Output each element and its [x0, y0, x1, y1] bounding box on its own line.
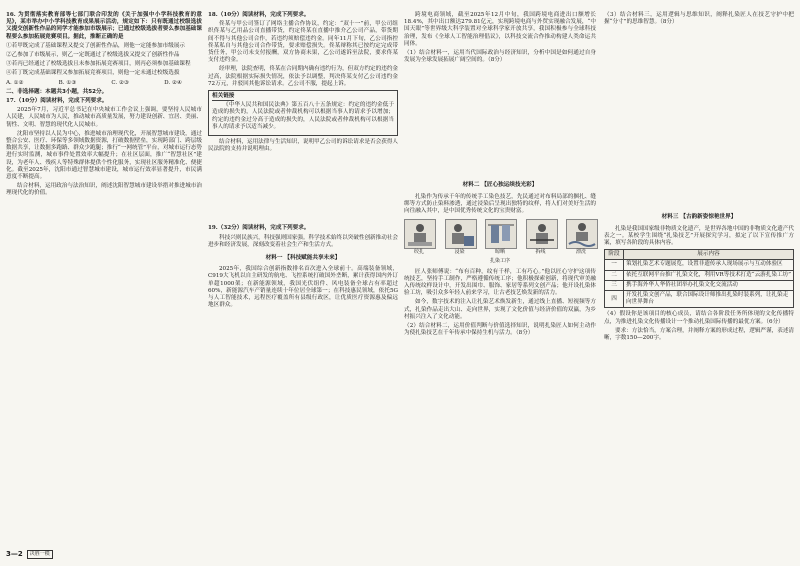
column-2: [208, 12, 398, 311]
material-2-para-1: 扎染作为传承千年的传统手工染色技艺，先民通过对布料局部的捆扎、缝绑等方式防止染料渗透，通过浸染后呈现出独特的纹样，将人们对美好生活的向往融入其中，是中国优秀传统文化的宝贵财富。: [404, 193, 596, 215]
artisan-icon: [404, 219, 436, 249]
material-1-para-1: 2025年，我国综合创新指数排名首次进入全球前十。高端装备领域，C919大飞机以自主研发的航电、飞控系统打破国外垄断，累计获得国内外订单超1000架；在新能源领域，我国光伏组件、风电装备全球占有率超过60%，新能源汽车产销量连续十年位居全球第一；在科技惠民领域，依托5G与人工智能技术，远程医疗覆盖所有县级行政区，让优质医疗资源惠及偏远地区群众。: [208, 266, 398, 309]
tie-dye-step: 绞扎: [404, 219, 434, 256]
column-3: [404, 12, 596, 339]
tie-dye-step: 拆线: [526, 219, 556, 256]
table-header-content: 展示内容: [624, 250, 794, 260]
q16-item-4: ④若丁既完成基础课程又参加拓展竞赛项目，则他一定未通过校级选拔: [6, 70, 180, 77]
artisan-icon: [485, 219, 517, 249]
page-footer: [6, 550, 53, 559]
tie-dye-figure: [404, 219, 596, 256]
q19-sub-4: （4）假设你是该项目的核心成员，请结合各阶段任务所体现的文化传播特点，为推进扎染文化传播设计一个推动扎染国际传播的最优方案。（6分）: [604, 311, 794, 325]
tie-dye-step: 浸染: [445, 219, 475, 256]
column-1: [6, 12, 202, 200]
q16-options: [6, 80, 202, 87]
table-row: 三 携手海外华人华侨社团举办扎染文化交流活动: [605, 280, 794, 290]
q19-sub-4-requirement: 要求：方法恰当，方案合理，并阐释方案的形成过程，逻辑严谨，表述清晰，字数150—200字。: [604, 327, 795, 342]
q19-sub-3: （3）结合材料三，运用逻辑与思维知识，阐释扎染匠人在技艺守护中把握“分寸”的思维智慧。（8分）: [604, 12, 794, 26]
option-d[interactable]: D. ②④: [164, 79, 182, 86]
q18-head: 18.（10分）阅读材料，完成下列要求。: [208, 12, 310, 18]
figure-caption: 扎染工序: [489, 258, 510, 265]
q16-item-3: ③若丙已经通过了校级选拔且未参加拓展竞赛项目，则丙必须参加基础课程: [6, 61, 191, 68]
q17-para-2: 沈阳市坚持以人民为中心，推进城市治理现代化，开展智慧城市建设，通过整合公安、医疗、环保等多领域数据资源，打破数据壁垒，实现跨部门、跨层级数据共享，让数据多跑路、群众少跑腿；推行“一网统管”平台，对城市运行态势进行实时监测，城市事件处置效率大幅提升；在社区层面，推广“智慧社区”建设，为老年人、残疾人等特殊群体提供个性化服务，实现社区服务精准化、便捷化。截至2025年，沈阳市通过智慧城市建设，城市运行效率显著提升，市民满意度不断提高。: [6, 130, 202, 181]
q16-stem: 16. 为贯彻落实教育部等七部门联合印发的《关于加强中小学科技教育的意见》，某市举办中小学科技教育成果展示活动，规定如下：只有既通过校级选拔又提交创新性作品的同学才能参加市级展示；已通过校级选拔者要么参加基础课程要么参加拓展竞赛项目。据此，推断正确的是: [6, 12, 202, 40]
table-header-row: [605, 250, 794, 260]
q18-para-1: 佟某与甲公司签订了网络主播合作协议，约定：“双十一”前，甲公司组织佟某与乙用品公司直播带货，约定佟某在直播中推介乙公司产品，带货期间不得与其他公司合作，若违约须赔偿违约金。同年11月下旬，乙公司指控佟某私自与其他公司合作带货，要求赔偿损失。佟某辩称其已按约定完成带货任务，甲公司未支付报酬，双方协商未果，乙公司遂诉至法院，要求佟某支付违约金。: [208, 21, 398, 64]
material-2-para-2: 匠人张师傅说：“布有百种，纹有千样，工有巧心。”他以匠心守护这项传统技艺，坚持手工制作，严格遵循传统工序；他积极探索创新，将现代审美融入传统纹样设计中，开发出围巾、服饰、家居等系列文创产品；他开设扎染体验工坊，吸引众多年轻人前来学习，让古老技艺焕发新的活力。: [404, 268, 596, 297]
q19-sub-2: （2）结合材料二，运用价值判断与价值选择知识，说明扎染匠人如何主动作为使扎染技艺在千年传承中保持生机与活力。（8分）: [404, 323, 596, 337]
related-link-title: 相关链接: [212, 93, 234, 101]
stage-table: [604, 249, 794, 308]
page-number: 3—2: [6, 550, 23, 558]
material-1-title: 材料一 【科技赋能共享未来】: [265, 255, 341, 262]
q17-head: 17.（10分）阅读材料，完成下列要求。: [6, 98, 108, 105]
artisan-icon: [526, 219, 558, 249]
material-2-title: 材料二 【匠心独运续技光彩】: [462, 182, 538, 189]
q17-para-3: 结合材料，运用政治与法治知识，阐述沈阳智慧城市建设举措对推进城市治理现代化的价值。: [6, 183, 202, 197]
material-3-para: 扎染是我国国家级非物质文化遗产，是世界各地中国的非物质文化遗产代表之一。某校学生围绕“扎染技艺”开展探究学习，拟定了以下宣传推广方案，填写各阶段的具体内容。: [604, 225, 795, 247]
q18-para-2: 经审理，法院查明，佟某在合同期内确有违约行为，但双方约定的违约金过高，法院根据实际损失情况，依法予以调整，判决佟某支付乙公司违约金72万元，并驳回其他诉讼请求。乙公司不服，提起上诉。: [208, 66, 399, 87]
option-b[interactable]: B. ①③: [58, 79, 77, 86]
q19-intro: 科技兴则民族兴，科技强则国家强。科学技术始终以突破性创新推动社会进步和经济发展，深刻改变着社会生产和生活方式。: [208, 234, 399, 248]
table-row: 四 开发扎染文创产品，联合国际设计师推出扎染时装系列，让扎染走向世界舞台: [605, 291, 794, 308]
material-1-para-2: 跨境电商领域，截至2025年12月中旬，我国跨境电商进出口额增长18.4%，其中出口额达279.81亿元，实现跨境电商与外贸实现融合发展，“中国天眼”等世界级大科学装置对全球科学家开放共享，我国积极参与全球科技治理，发布《全球人工智能治理倡议》，以科技交流合作推动构建人类命运共同体。: [404, 12, 596, 47]
artisan-icon: [566, 219, 598, 249]
tie-dye-step: 晾晒: [485, 219, 515, 256]
material-3-title: 材料三 【古韵新姿惊艳世界】: [661, 214, 737, 221]
material-2-para-3: 如今，数字技术的注入让扎染艺术焕发新生，通过线上直播、短视频等方式，扎染作品走出大山、走向世界，实现了文化价值与经济价值的双赢，为乡村振兴注入了文化动能。: [404, 299, 596, 320]
option-c[interactable]: C. ②③: [111, 79, 130, 86]
q16-item-2: ②乙参加了市级展示，则乙一定既通过了校级选拔又提交了创新性作品: [6, 52, 180, 59]
section-2-heading: 二、非选择题：本题共3小题，共52分。: [6, 88, 108, 95]
q16-item-1: ①若甲既完成了基础课程又提交了创新性作品，则他一定能参加市级展示: [6, 42, 186, 49]
related-link-text: 《中华人民共和国民法典》第五百八十五条规定：约定的违约金低于造成的损失的，人民法院或者仲裁机构可以根据当事人的请求予以增加；约定的违约金过分高于造成的损失的，人民法院或者仲裁机构可以根据当事人的请求予以适当减少。: [212, 102, 394, 130]
q19-head: 19.（32分）阅读材料，完成下列要求。: [208, 225, 310, 232]
table-header-stage: 阶段: [605, 250, 624, 260]
column-4: [604, 12, 794, 344]
related-link-box: [208, 90, 398, 136]
q17-para-1: 2025年7月，习近平总书记在中央城市工作会议上强调，要坚持人民城市人民建，人民城市为人民，推动城市高质量发展，努力建设创新、宜居、美丽、韧性、文明、智慧的现代化人民城市。: [6, 107, 202, 128]
option-a[interactable]: A. ①②: [6, 79, 24, 86]
table-row: 二 依托互联网平台推广扎染文化，利用VR等技术打造“云游扎染工坊”: [605, 270, 794, 280]
table-row: 一 策划扎染艺术专题展览，设置非遗传承人现场展示与互动体验区: [605, 260, 794, 270]
artisan-icon: [445, 219, 477, 249]
q19-sub-1: （1）结合材料一，运用当代国际政治与经济知识，分析中国是如何通过自身发展为全球发展拓展广阔空间的。（8分）: [404, 50, 596, 64]
q18-para-3: 结合材料，运用法律与生活知识，说明甲乙公司的诉讼请求是否会获得人民法院的支持并说明理由。: [208, 139, 399, 153]
tie-dye-step: 漂洗: [566, 219, 596, 256]
brand-label: 决胜一模: [27, 550, 53, 559]
